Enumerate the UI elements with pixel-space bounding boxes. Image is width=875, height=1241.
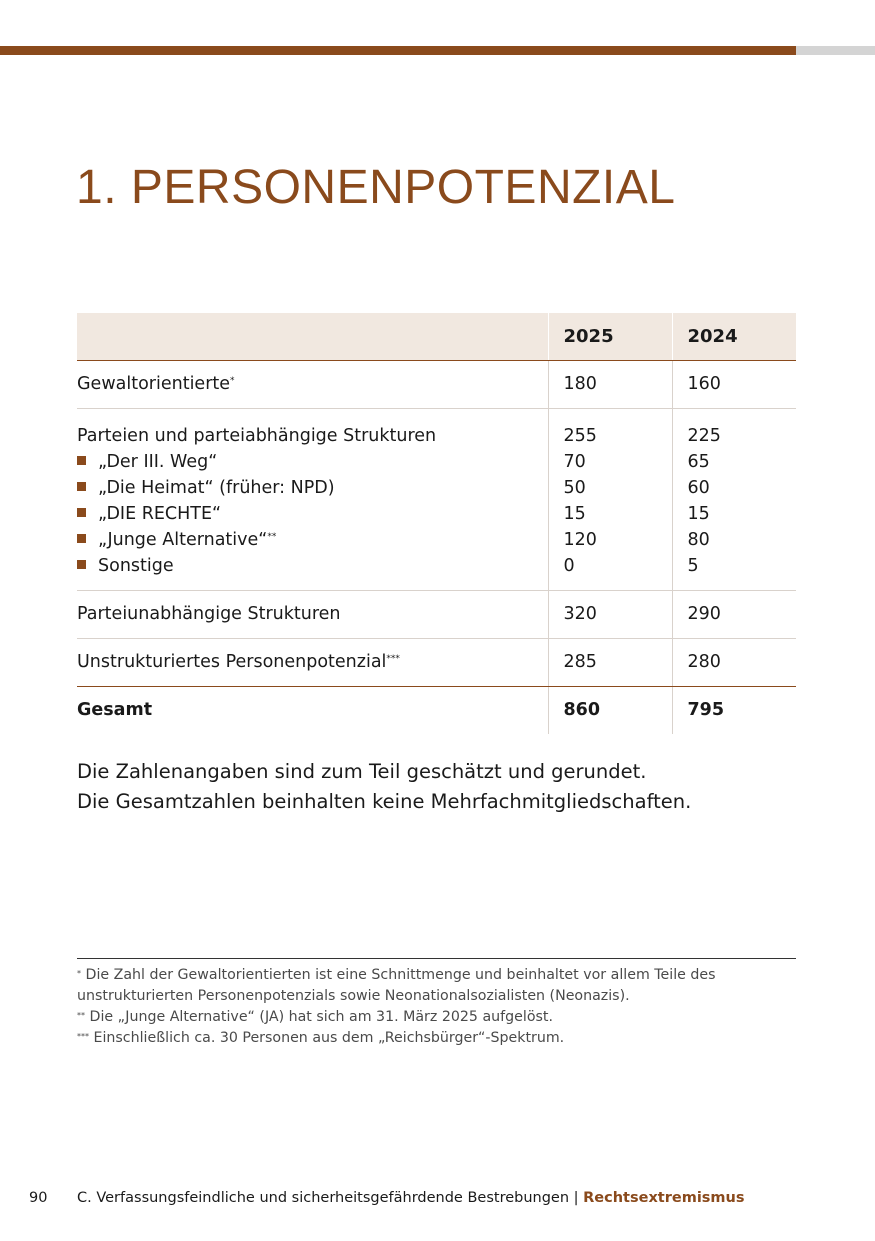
table-header-row (77, 313, 796, 360)
page-number: 90 (29, 1190, 48, 1206)
value-2024: 795 (672, 686, 796, 734)
footer-section: Rechtsextremismus (583, 1190, 745, 1206)
row-label: Gesamt (77, 699, 153, 720)
row-label: Gewaltorientierte* (77, 360, 548, 408)
table-row (77, 360, 796, 408)
square-bullet-icon (77, 534, 86, 543)
value-2025: 320 (548, 590, 672, 638)
running-footer (77, 1190, 745, 1206)
row-label: Unstrukturiertes Personenpotenzial*** (77, 638, 548, 686)
personenpotenzial-table (77, 313, 796, 734)
list-item: „Der III. Weg“ (77, 449, 548, 475)
footnote-mark: * (230, 375, 235, 386)
table-row (77, 408, 796, 590)
value-2024: 290 (672, 590, 796, 638)
square-bullet-icon (77, 560, 86, 569)
value-2025: 860 (548, 686, 672, 734)
square-bullet-icon (77, 482, 86, 491)
list-item: „Junge Alternative“** (77, 527, 548, 553)
value-2024: 280 (672, 638, 796, 686)
value-2025: 255 70 50 15 120 0 (548, 408, 672, 590)
footer-chapter: C. Verfassungsfeindliche und sicherheitsgefährdende Bestrebungen | (77, 1190, 579, 1206)
footnote: ** Die „Junge Alternative“ (JA) hat sich am 31. März 2025 aufgelöst. (77, 1009, 553, 1025)
table-total-row (77, 686, 796, 734)
footnote-mark: *** (386, 653, 400, 664)
top-grey-bar (796, 46, 875, 55)
value-2024: 160 (672, 360, 796, 408)
value-2024: 225 65 60 15 80 5 (672, 408, 796, 590)
value-2025: 180 (548, 360, 672, 408)
table-note: Die Zahlenangaben sind zum Teil geschätzt und gerundet. Die Gesamtzahlen beinhalten keine Mehrfachmitgliedschaften. (77, 760, 692, 813)
footnotes (77, 965, 796, 1049)
square-bullet-icon (77, 508, 86, 517)
list-item: „Die Heimat“ (früher: NPD) (77, 475, 548, 501)
list-item: Sonstige (77, 553, 548, 579)
table-row (77, 638, 796, 686)
footnote: * Die Zahl der Gewaltorientierten ist eine Schnittmenge und beinhaltet vor allem Teile des unstrukturierten Personenpotenzials sowie Neonationalsozialisten (Neonazis). (77, 967, 716, 1004)
footnote: *** Einschließlich ca. 30 Personen aus dem „Reichsbürger“-Spektrum. (77, 1030, 565, 1046)
row-label: Parteien und parteiabhängige Strukturen „Der III. Weg“ „Die Heimat“ (früher: NPD) „DIE RECHTE“ „Junge Alternative“** Sonstige (77, 408, 548, 590)
page-title: 1. PERSONENPOTENZIAL (76, 161, 676, 214)
footnote-mark: ** (267, 531, 277, 542)
header-label-cell (77, 313, 548, 360)
value-2025: 285 (548, 638, 672, 686)
header-year-2024: 2024 (672, 313, 796, 360)
table-row (77, 590, 796, 638)
list-item: „DIE RECHTE“ (77, 501, 548, 527)
footnote-divider (77, 958, 796, 959)
row-label: Parteiunabhängige Strukturen (77, 590, 548, 638)
header-year-2025: 2025 (548, 313, 672, 360)
top-accent-bar (0, 46, 796, 55)
square-bullet-icon (77, 456, 86, 465)
